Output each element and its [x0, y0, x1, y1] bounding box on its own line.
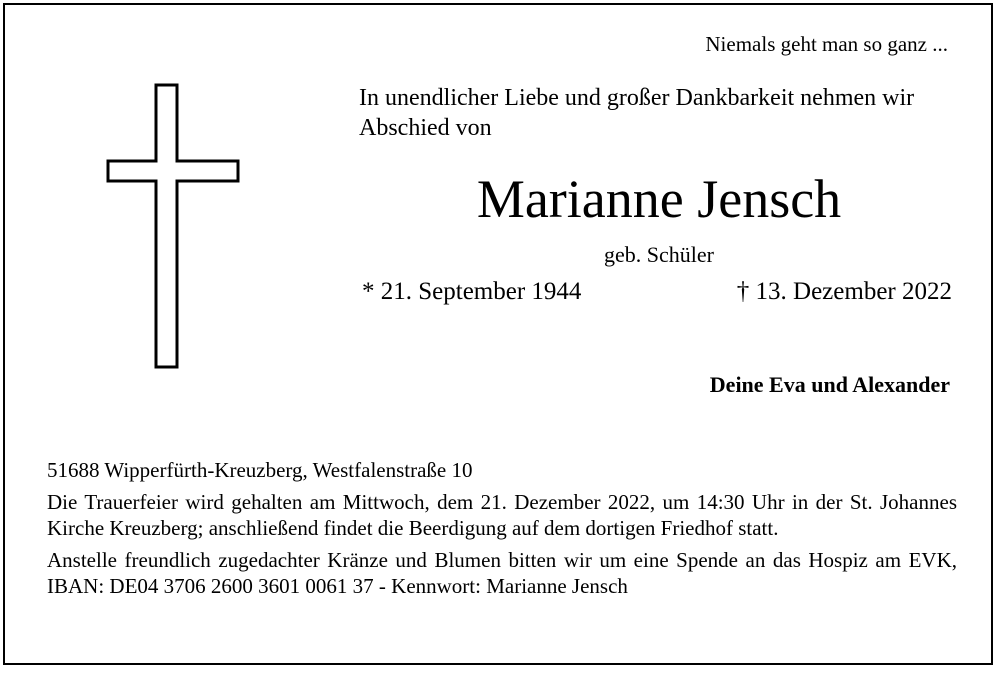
maiden-name: geb. Schüler [604, 242, 714, 267]
motto: Niemals geht man so ganz ... [705, 32, 948, 56]
intro-text: In unendlicher Liebe und großer Dankbarkeit nehmen wir Abschied von [359, 85, 915, 141]
cross-icon [106, 83, 242, 369]
details-section [47, 457, 957, 599]
signature: Deine Eva und Alexander [709, 372, 950, 397]
donation-text: Anstelle freundlich zugedachter Kränze und Blumen bitten wir um eine Spende an das Hospiz am EVK, IBAN: DE04 3706 2600 3601 0061 37 - Kennwort: Marianne Jensch [47, 548, 957, 598]
ceremony-text: Die Trauerfeier wird gehalten am Mittwoch, dem 21. Dezember 2022, um 14:30 Uhr in der St. Johannes Kirche Kreuzberg; anschließend findet die Beerdigung auf dem dortigen Friedhof statt. [47, 490, 957, 540]
address: 51688 Wipperfürth-Kreuzberg, Westfalenstraße 10 [47, 458, 473, 482]
deceased-name: Marianne Jensch [476, 169, 842, 229]
death-date: † 13. Dezember 2022 [736, 278, 952, 305]
birth-date: * 21. September 1944 [362, 278, 582, 305]
